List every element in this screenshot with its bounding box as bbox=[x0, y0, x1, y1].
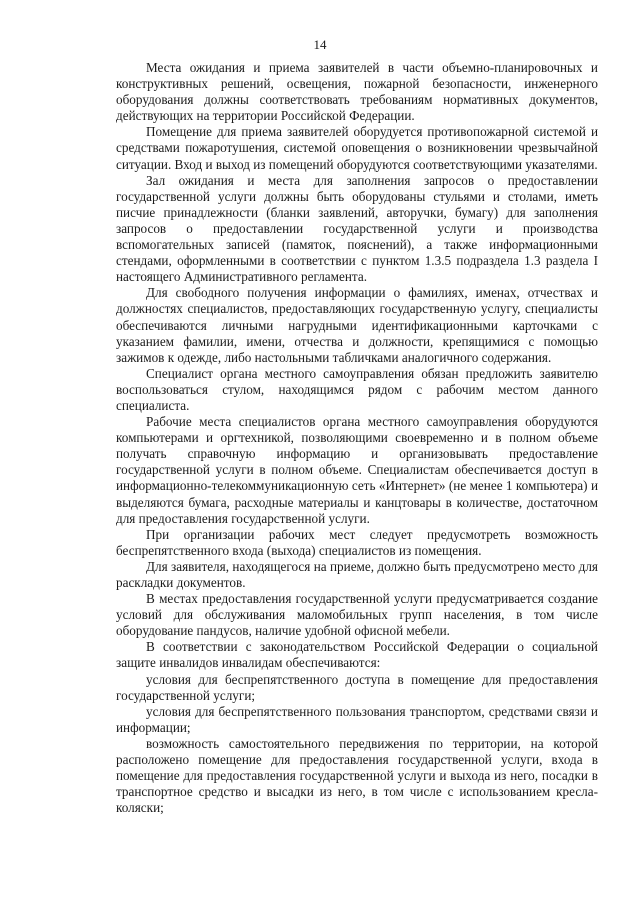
paragraph-staff-badges: Для свободного получения информации о фамилиях, именах, отчествах и должностях специалистов, предоставляющих государственную услугу, специалисты обеспечиваются личными нагрудными идентификационными карточками с указанием фамилии, имени, отчества и должности, крепящимися с помощью зажимов к одежде, либо настольными табличками аналогичного содержания. bbox=[116, 285, 598, 365]
paragraph-fire-safety: Помещение для приема заявителей оборудуется противопожарной системой и средствами пожаротушения, системой оповещения о возникновении чрезвычайной ситуации. Вход и выход из помещений оборудуются соответствующими указателями. bbox=[116, 124, 598, 172]
paragraph-low-mobility: В местах предоставления государственной услуги предусматривается создание условий для обслуживания маломобильных групп населения, в том числе оборудование пандусов, наличие удобной офисной мебели. bbox=[116, 591, 598, 639]
paragraph-free-access: При организации рабочих мест следует предусмотреть возможность беспрепятственного входа (выхода) специалистов из помещения. bbox=[116, 526, 598, 558]
paragraph-transport-conditions: условия для беспрепятственного пользования транспортом, средствами связи и информации; bbox=[116, 703, 598, 735]
paragraph-waiting-hall: Зал ожидания и места для заполнения запросов о предоставлении государственной услуги должны быть оборудованы стульями и столами, иметь писчие принадлежности (бланки заявлений, авторучки, бумагу) для заполнения запросов о предоставлении государственной услуги и производства вспомогательных записей (памяток, пояснений), а также информационными стендами, оформленными в соответствии с пунктом 1.3.5 подраздела 1.3 раздела I настоящего Административного регламента. bbox=[116, 172, 598, 285]
document-body bbox=[116, 60, 598, 816]
paragraph-document-space: Для заявителя, находящегося на приеме, должно быть предусмотрено место для раскладки документов. bbox=[116, 558, 598, 590]
paragraph-workstations: Рабочие места специалистов органа местного самоуправления оборудуются компьютерами и оргтехникой, позволяющими своевременно и в полном объеме получать справочную информацию и организовывать предоставление государственной услуги в полном объеме. Специалистам обеспечивается доступ в информационно-телекоммуникационную сеть «Интернет» (не менее 1 компьютера) и выделяются бумага, расходные материалы и канцтовары в количестве, достаточном для предоставления государственной услуги. bbox=[116, 414, 598, 526]
paragraph-waiting-areas: Места ожидания и приема заявителей в части объемно-планировочных и конструктивных решений, освещения, пожарной безопасности, инженерного оборудования должны соответствовать требованиям нормативных документов, действующих на территории Российской Федерации. bbox=[116, 60, 598, 124]
paragraph-chair-offer: Специалист органа местного самоуправления обязан предложить заявителю воспользоваться стулом, находящимся рядом с рабочим местом данного специалиста. bbox=[116, 365, 598, 413]
paragraph-access-conditions: условия для беспрепятственного доступа в помещение для предоставления государственной услуги; bbox=[116, 671, 598, 703]
paragraph-independent-movement: возможность самостоятельного передвижения по территории, на которой расположено помещение для предоставления государственной услуги, входа в помещение для предоставления государственной услуги и выхода из него, посадки в транспортное средство и высадки из него, в том числе с использованием кресла-коляски; bbox=[116, 735, 598, 816]
paragraph-disability-law: В соответствии с законодательством Российской Федерации о социальной защите инвалидов инвалидам обеспечиваются: bbox=[116, 639, 598, 671]
page-number: 14 bbox=[313, 37, 327, 52]
